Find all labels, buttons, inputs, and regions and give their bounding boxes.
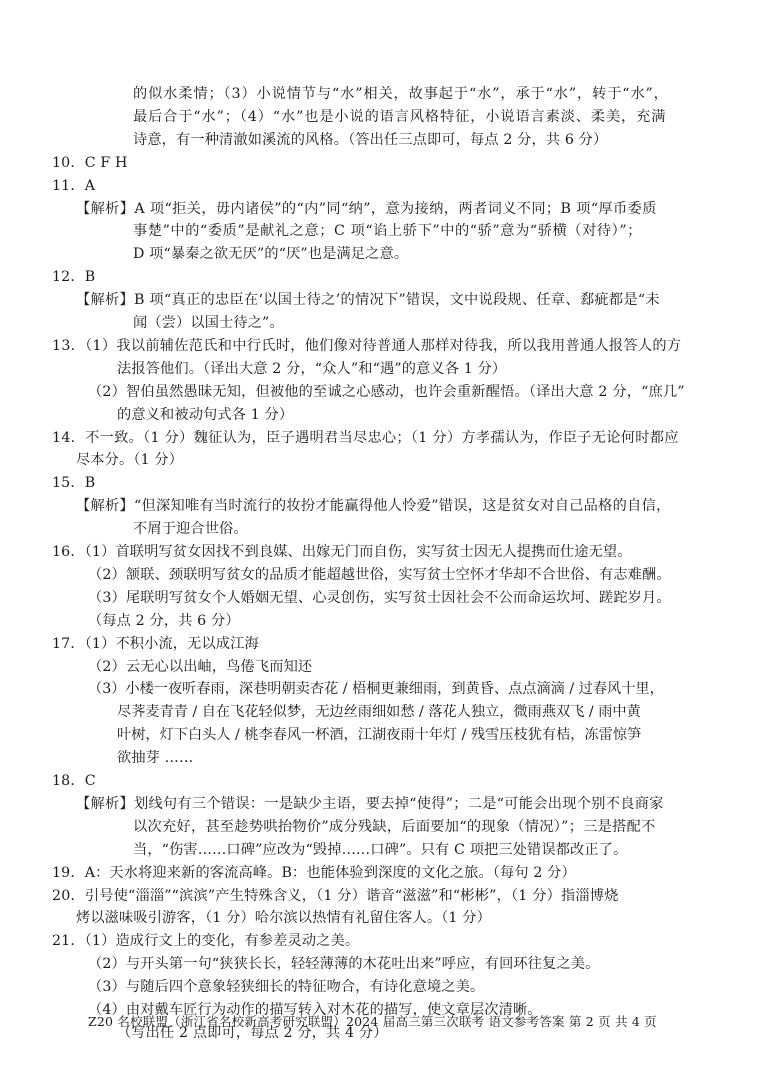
- text-line: 事楚”中的“委质”是献礼之意；C 项“谄上骄下”中的“骄”意为“骄横（对待）”；: [133, 223, 642, 240]
- text-line: 闻（尝）以国士待之”。: [133, 315, 284, 331]
- answer-21: 21．（1）造成行文上的变化，有参差灵动之美。: [52, 933, 360, 950]
- text-line: （2）与开头第一句“狭狭长长，轻轻薄薄的木花吐出来”呼应，有回环往复之美。: [88, 956, 600, 973]
- analysis-18: 【解析】划线句有三个错误：一是缺少主语，要去掉“使得”；二是“可能会出现个别不良商家: [76, 795, 664, 812]
- text-line: （写出任 2 点即可，每点 2 分，共 4 分）: [117, 1024, 388, 1041]
- text-line: 欲抽芽 ……: [117, 750, 194, 767]
- text-line: 诗意，有一种清澈如溪流的风格。（答出任三点即可，每点 2 分，共 6 分）: [133, 131, 608, 148]
- text-line: （3）尾联明写贫女个人婚姻无望、心灵创伤，实写贫士因社会不公而命运坎坷、蹉跎岁月。: [88, 589, 671, 606]
- text-line: 烤以滋味吸引游客，（1 分）哈尔滨以热情有礼留住客人。（1 分）: [76, 910, 491, 927]
- analysis-11: 【解析】A 项“拒关，毋内诸侯”的“内”同“纳”，意为接纳，两者词义不同；B 项“厚币委质: [76, 200, 657, 217]
- text-line: 最后合于“水”；（4）“水”也是小说的语言风格特征，小说语言素淡、柔美，充满: [133, 108, 667, 125]
- text-line: 的意义和被动句式各 1 分）: [117, 406, 294, 423]
- text-line: 不屑于迎合世俗。: [133, 521, 248, 538]
- text-line: 以次充好，甚至趁势哄抬物价”成分残缺，后面要加“的现象（情况）”；三是搭配不: [133, 818, 656, 835]
- text-line: 尽荠麦青青 / 自在飞花轻似梦，无边丝雨细如愁 / 落花人独立，微雨燕双飞 / 雨中黄: [117, 704, 641, 721]
- text-line: （3）与随后四个意象轻狭细长的特征吻合，有诗化意境之美。: [88, 979, 485, 996]
- answer-16: 16．（1）首联明写贫女因找不到良媒、出嫁无门而自伤，实写贫士因无人提携而仕途无望。: [52, 544, 632, 560]
- answer-10: 10．C F H: [52, 154, 128, 171]
- text-line: D 项“暴秦之欲无厌”的“厌”也是满足之意。: [133, 246, 409, 263]
- answer-20: 20．引号使“淄淄”“滨滨”产生特殊含义，（1 分）谐音“滋滋”和“彬彬”，（1 分）指淄博烧: [52, 887, 619, 904]
- analysis-12: 【解析】B 项“真正的忠臣在‘以国士待之’的情况下”错误，文中说段规、任章、郄疵都是“未: [76, 292, 660, 309]
- text-line: 当，“伤害……口碑”应改为“毁掉……口碑”。只有 C 项把三处错误都改正了。: [133, 841, 628, 858]
- answer-18: 18．C: [52, 773, 96, 789]
- answer-11: 11．A: [52, 177, 96, 194]
- text-line: （每点 2 分，共 6 分）: [88, 612, 240, 629]
- answer-12: 12．B: [52, 269, 96, 286]
- text-line: 的似水柔情；（3）小说情节与“水”相关，故事起于“水”，承于“水”，转于“水”，: [133, 86, 669, 102]
- page-footer: Z20 名校联盟（浙江省名校新高考研究联盟）2024 届高三第三次联考 语文参考答案 第 2 页 共 4 页: [88, 1014, 657, 1029]
- answer-13: 13．（1）我以前辅佐范氏和中行氏时，他们像对待普通人那样对待我，所以我用普通人报答人的方: [52, 337, 682, 354]
- text-line: （2）智伯虽然愚昧无知，但被他的至诚之心感动，也许会重新醒悟。（译出大意 2 分，“庶几”: [88, 383, 685, 400]
- analysis-15: 【解析】“但深知唯有当时流行的妆扮才能赢得他人怜爱”错误，这是贫女对自己品格的自信，: [76, 498, 671, 515]
- text-line: 尽本分。（1 分）: [76, 452, 184, 469]
- text-line: （2）云无心以出岫，鸟倦飞而知还: [88, 658, 313, 675]
- answer-14: 14．不一致。（1 分）魏征认为，臣子遇明君当尽忠心；（1 分）方孝孺认为，作臣子无论何时都应: [52, 429, 679, 446]
- text-line: 叶树，灯下白头人 / 桃李春风一杯酒，江湖夜雨十年灯 / 残雪压枝犹有桔，冻雷惊笋: [117, 727, 642, 744]
- text-line: （3）小楼一夜听春雨，深巷明朝卖杏花 / 梧桐更兼细雨，到黄昏、点点滴滴 / 过春风十里，: [88, 681, 664, 698]
- text-line: （2）颔联、颈联明写贫女的品质才能超越世俗，实写贫士空怀才华却不合世俗、有志难酬。: [88, 566, 671, 583]
- answer-17: 17．（1）不积小流，无以成江海: [52, 635, 259, 652]
- text-line: （4）由对戴车匠行为动作的描写转入对木花的描写，使文章层次清晰。: [88, 1002, 542, 1018]
- answer-19: 19．A：天水将迎来新的客流高峰。B：也能体验到深度的文化之旅。（每句 2 分）: [52, 864, 576, 881]
- answer-15: 15．B: [52, 475, 96, 492]
- text-line: 法报答他们。（译出大意 2 分，“众人”和“遇”的意义各 1 分）: [117, 360, 507, 377]
